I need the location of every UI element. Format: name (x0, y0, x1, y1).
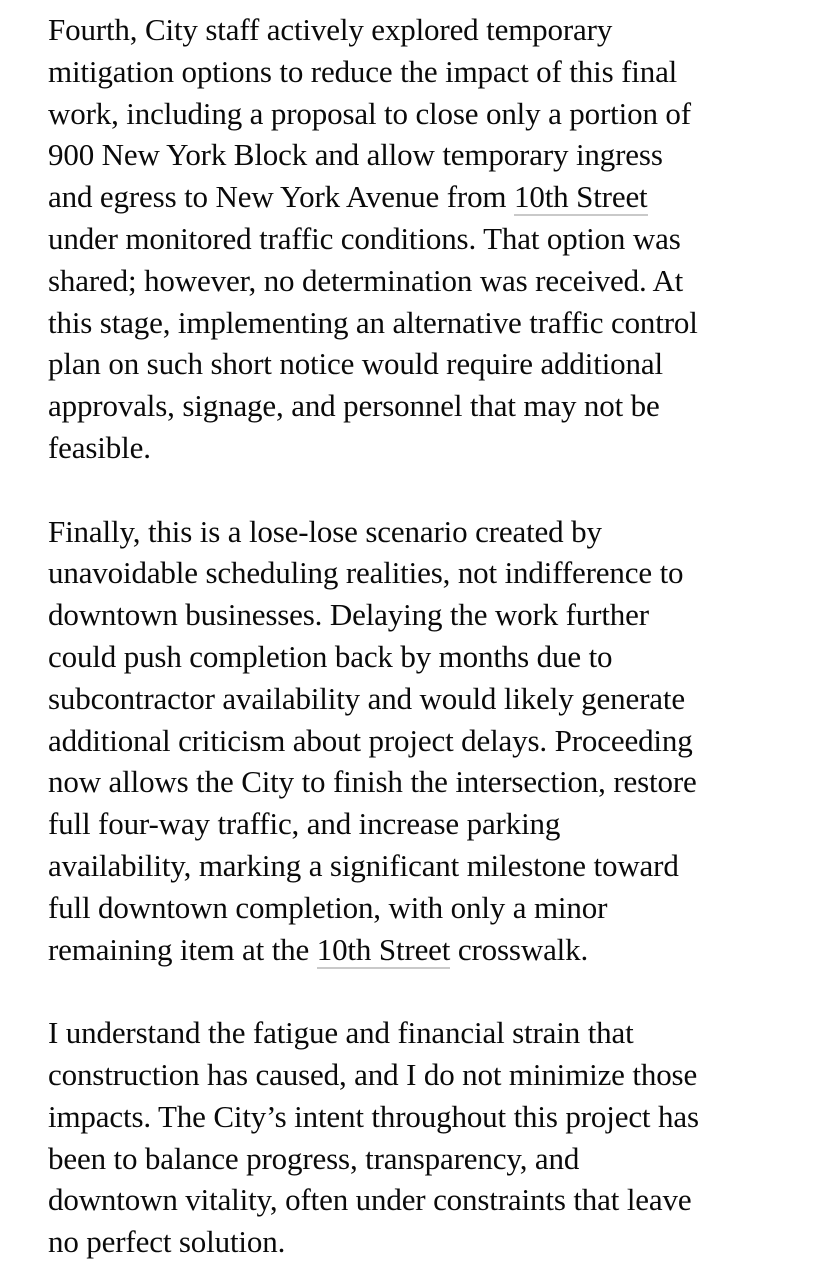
link-10th-street[interactable]: 10th Street (316, 931, 451, 967)
text-line: availability, marking a significant milestone toward (48, 847, 679, 883)
text-line: Finally, this is a lose-lose scenario created by (48, 513, 602, 549)
text-line: work, including a proposal to close only a portion of (48, 95, 691, 131)
text-line: downtown vitality, often under constraints that leave (48, 1182, 692, 1218)
text-segment: remaining item at the (48, 931, 317, 967)
text-line: this stage, implementing an alternative traffic control (48, 304, 698, 340)
text-line: 900 New York Block and allow temporary ingress (48, 137, 663, 173)
text-line: could push completion back by months due to (48, 638, 613, 674)
link-10th-street[interactable]: 10th Street (514, 179, 648, 215)
paragraph-closing (48, 1012, 818, 1263)
text-line: plan on such short notice would require additional (48, 346, 663, 382)
text-line: feasible. (48, 429, 151, 465)
text-line: construction has caused, and I do not minimize those (48, 1056, 698, 1092)
text-line: additional criticism about project delays. Proceeding (48, 722, 693, 758)
text-segment: crosswalk. (450, 931, 589, 967)
text-segment: and egress to New York Avenue from (48, 179, 514, 215)
text-line: unavoidable scheduling realities, not indifference to (48, 555, 684, 591)
text-line: full four-way traffic, and increase parking (48, 806, 561, 842)
text-line: subcontractor availability and would likely generate (48, 680, 685, 716)
text-line: been to balance progress, transparency, and (48, 1140, 580, 1176)
text-line: now allows the City to finish the intersection, restore (48, 764, 697, 800)
text-line: downtown businesses. Delaying the work further (48, 597, 649, 633)
text-line: no perfect solution. (48, 1224, 286, 1260)
text-line: I understand the fatigue and financial strain that (48, 1015, 634, 1051)
text-line: Fourth, City staff actively explored temporary (48, 12, 613, 47)
text-line: impacts. The City’s intent throughout this project has (48, 1098, 699, 1134)
text-line (48, 176, 818, 218)
text-line: approvals, signage, and personnel that may not be (48, 388, 660, 424)
paragraph-fourth (48, 9, 818, 469)
text-line (48, 929, 818, 971)
text-line: full downtown completion, with only a minor (48, 889, 608, 925)
text-line: shared; however, no determination was received. At (48, 262, 684, 298)
text-line: mitigation options to reduce the impact of this final (48, 53, 678, 89)
text-line: under monitored traffic conditions. That option was (48, 220, 681, 256)
paragraph-finally (48, 511, 818, 971)
document-body (48, 9, 818, 1263)
